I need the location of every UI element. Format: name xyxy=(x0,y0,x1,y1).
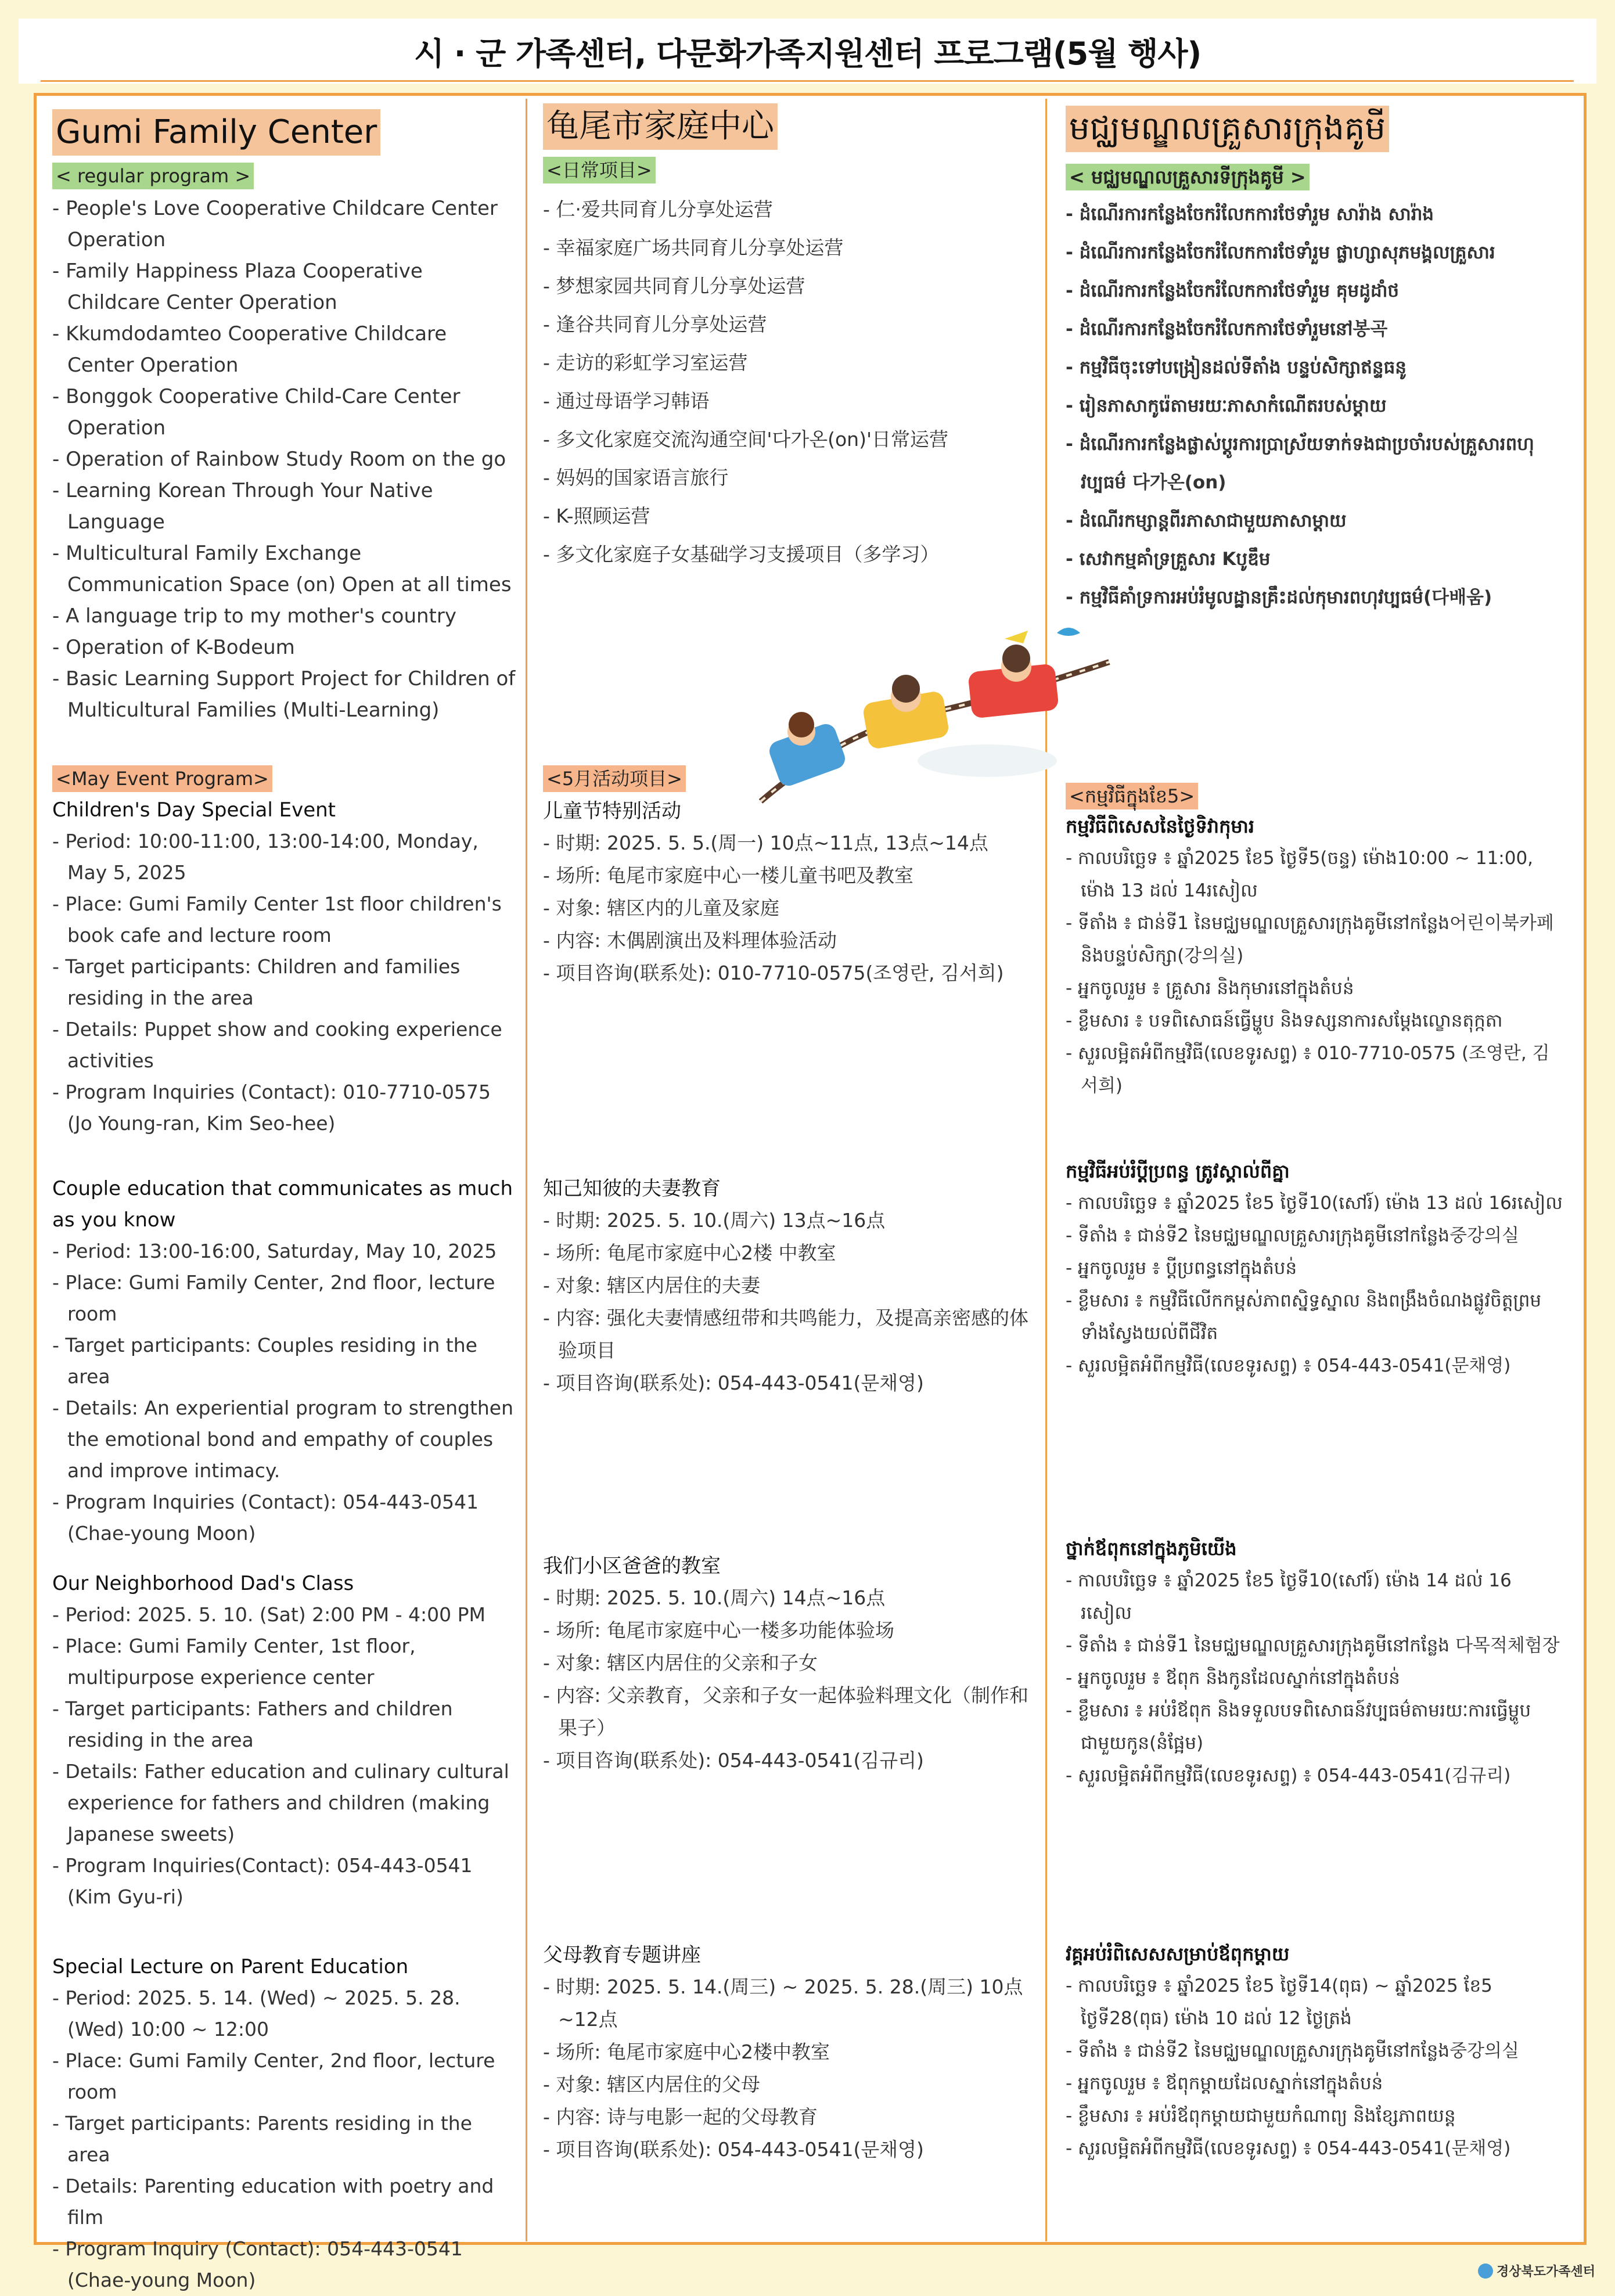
event-detail: - Program Inquiries (Contact): 054-443-0541 (Chae-young Moon) xyxy=(52,1491,479,1545)
event-title: 父母教育专题讲座 xyxy=(543,1944,701,1967)
event-detail: - 项目咨询(联系处): 054-443-0541(문채영) xyxy=(543,2138,924,2161)
chinese-column xyxy=(543,99,1037,2241)
page-title: 시 · 군 가족센터, 다문화가족지원센터 프로그램(5월 행사) xyxy=(413,35,1202,72)
event-detail: - អ្នកចូលរួម ៖ ឪពុកម្ដាយដែលស្នាក់នៅក្នុងតំបន់ xyxy=(1066,2073,1383,2094)
center-name-cn: 龟尾市家庭中心 xyxy=(543,103,778,150)
event-detail: - កាលបរិច្ឆេទ ៖ ឆ្នាំ2025 ខែ5 ថ្ងៃទី10(សៅរ៍) ម៉ោង 13 ដល់ 16រសៀល xyxy=(1066,1193,1563,1214)
event-detail: - សួរលម្អិតអំពីកម្មវិធី(លេខទូរសព្ទ) ៖ 010-7710-0575 (조영란, 김서희) xyxy=(1066,1043,1550,1096)
event-detail: - សួរលម្អិតអំពីកម្មវិធី(លេខទូរសព្ទ) ៖ 054-443-0541(문채영) xyxy=(1066,1355,1511,1376)
event-detail: - Place: Gumi Family Center, 2nd floor, lecture room xyxy=(52,1271,495,1325)
list-item: - Learning Korean Through Your Native Language xyxy=(52,479,433,534)
english-column xyxy=(52,99,517,2291)
event-detail: - កាលបរិច្ឆេទ ៖ ឆ្នាំ2025 ខែ5 ថ្ងៃទី10(សៅរ៍) ម៉ោង 14 ដល់ 16 រសៀល xyxy=(1066,1570,1512,1624)
title-underline xyxy=(41,80,1574,82)
event-detail: - Period: 2025. 5. 10. (Sat) 2:00 PM - 4:00 PM xyxy=(52,1603,485,1626)
list-item: - People's Love Cooperative Childcare Center Operation xyxy=(52,197,498,251)
event-detail: - Target participants: Children and families residing in the area xyxy=(52,955,461,1009)
event-detail: - Target participants: Fathers and children residing in the area xyxy=(52,1697,453,1751)
list-item: - សេវាកម្មគាំទ្រគ្រួសារ K​បូឌឹម xyxy=(1066,549,1271,570)
event-detail: - 对象: 辖区内的儿童及家庭 xyxy=(543,897,780,919)
event-detail: - 时期: 2025. 5. 10.(周六) 13点~16点 xyxy=(543,1209,886,1232)
list-item: - ដំណើរការកន្លែងចែករំលែកការថែទាំរួម សារ៉ាង សារ៉ាង xyxy=(1066,204,1434,225)
event-title: Children's Day Special Event xyxy=(52,798,336,822)
event-title: 知己知彼的夫妻教育 xyxy=(543,1177,721,1200)
event-detail: - 内容: 木偶剧演出及料理体验活动 xyxy=(543,929,837,952)
event-childrens-day-en xyxy=(52,794,517,1139)
event-detail: - 时期: 2025. 5. 14.(周三) ~ 2025. 5. 28.(周三) 10点~12点 xyxy=(543,1975,1023,2031)
event-detail: - អ្នកចូលរួម ៖ ប្ដីប្រពន្ធនៅក្នុងតំបន់ xyxy=(1066,1258,1297,1279)
event-detail: - ទីតាំង ៖ ជាន់ទី2 នៃមជ្ឈមណ្ឌលគ្រួសារក្រុងគូមីនៅកន្លែង중강의실 xyxy=(1066,1225,1519,1246)
event-childrens-day-cn xyxy=(543,796,1004,989)
event-detail: - Period: 10:00-11:00, 13:00-14:00, Monday, May 5, 2025 xyxy=(52,830,479,884)
event-detail: - 对象: 辖区内居住的夫妻 xyxy=(543,1274,761,1297)
event-title: 儿童节特别活动 xyxy=(543,800,681,823)
logo xyxy=(1478,2262,1595,2280)
event-detail: - Details: Puppet show and cooking experience activities xyxy=(52,1018,502,1072)
list-item: - 逢谷共同育儿分享处运营 xyxy=(543,313,767,336)
event-title: 我们小区爸爸的教室 xyxy=(543,1554,721,1578)
event-detail: - ខ្លឹមសារ ៖ អប់រំឪពុក និងទទួលបទពិសោធន៍វប្បធម៌តាមរយៈការធ្វើម្ហូបជាមួយកូន(នំផ្អែម) xyxy=(1066,1700,1531,1754)
yellow-cart xyxy=(862,675,950,750)
column-divider-1 xyxy=(526,99,527,2241)
list-item: - ដំណើរការកន្លែងចែករំលែកការថែទាំរួម ផ្លាហ្សាសុភមង្គលគ្រួសារ xyxy=(1066,242,1495,263)
event-detail: - ទីតាំង ៖ ជាន់ទី1 នៃមជ្ឈមណ្ឌលគ្រួសារក្រុងគូមីនៅកន្លែង 다목적체험장 xyxy=(1066,1635,1560,1656)
event-couple-education-km xyxy=(1066,1156,1565,1382)
event-detail: - 场所: 龟尾市家庭中心2楼 中教室 xyxy=(543,1241,836,1264)
event-detail: - Place: Gumi Family Center, 2nd floor, lecture room xyxy=(52,2049,495,2103)
event-detail: - 项目咨询(联系处): 054-443-0541(김규리) xyxy=(543,1749,924,1772)
event-detail: - Program Inquiry (Contact): 054-443-0541 (Chae-young Moon) xyxy=(52,2237,463,2291)
list-item: - 通过母语学习韩语 xyxy=(543,390,710,412)
event-detail: - Details: Father education and culinary cultural experience for fathers and children (making Japanese sweets) xyxy=(52,1760,509,1845)
event-detail: - Target participants: Parents residing in the area xyxy=(52,2112,472,2166)
list-item: - Basic Learning Support Project for Children of Multicultural Families (Multi-Learning) xyxy=(52,667,516,722)
event-detail: - Place: Gumi Family Center 1st floor children's book cafe and lecture room xyxy=(52,893,502,947)
event-detail: - ខ្លឹមសារ ៖ កម្មវិធីលើកកម្ពស់ភាពស្និទ្ធស្នាល និងពង្រឹងចំណងផ្លូវចិត្តព្រមទាំងស្វែងយល់ពីជីវិត xyxy=(1066,1290,1542,1344)
event-detail: - ទីតាំង ៖ ជាន់ទី1 នៃមជ្ឈមណ្ឌលគ្រួសារក្រុងគូមីនៅកន្លែង어린이북카페 និងបន្ទប់សិក្សា(강의실) xyxy=(1066,913,1554,966)
event-couple-education-cn xyxy=(543,1173,1037,1399)
event-detail: - 场所: 龟尾市家庭中心一楼儿童书吧及教室 xyxy=(543,864,914,887)
list-item: - Bonggok Cooperative Child-Care Center Operation xyxy=(52,385,461,440)
logo-text: 경상북도가족센터 xyxy=(1497,2265,1596,2279)
list-item: - ដំណើរកម្សាន្តពីរភាសាជាមួយភាសាម្ដាយ xyxy=(1066,510,1347,531)
regular-program-tag-km: < មជ្ឈមណ្ឌលគ្រួសារទីក្រុងគូមី > xyxy=(1066,164,1310,190)
regular-program-tag-en: < regular program > xyxy=(52,163,254,189)
event-detail: - 对象: 辖区内居住的父母 xyxy=(543,2073,761,2096)
event-detail: - Period: 13:00-16:00, Saturday, May 10, 2025 xyxy=(52,1240,497,1262)
event-detail: - 时期: 2025. 5. 5.(周一) 10点~11点, 13点~14点 xyxy=(543,832,988,854)
may-program-tag-cn: <5月活动项目> xyxy=(543,765,686,792)
logo-icon xyxy=(1478,2263,1493,2279)
event-detail: - 内容: 诗与电影一起的父母教育 xyxy=(543,2106,818,2128)
title-bar xyxy=(19,19,1596,84)
event-dads-class-km xyxy=(1066,1533,1565,1792)
list-item: - K-照顾运营 xyxy=(543,505,650,527)
list-item: - A language trip to my mother's country xyxy=(52,604,456,628)
event-detail: - 对象: 辖区内居住的父亲和子女 xyxy=(543,1651,818,1674)
event-detail: - Program Inquiries(Contact): 054-443-0541 (Kim Gyu-ri) xyxy=(52,1854,473,1908)
event-detail: - ខ្លឹមសារ ៖ អប់រំឪពុកម្ដាយជាមួយកំណាព្យ និងខ្សែភាពយន្ត xyxy=(1066,2106,1456,2126)
event-detail: - សួរលម្អិតអំពីកម្មវិធី(លេខទូរសព្ទ) ៖ 054-443-0541(문채영) xyxy=(1066,2138,1511,2159)
list-item: - ដំណើរការកន្លែងចែករំលែកការថែទាំរួមនៅ봉곡 xyxy=(1066,319,1388,340)
center-name-en: Gumi Family Center xyxy=(52,109,380,156)
event-detail: - Details: Parenting education with poetry and film xyxy=(52,2175,494,2229)
list-item: - 幸福家庭广场共同育儿分享处运营 xyxy=(543,236,844,259)
event-detail: - 项目咨询(联系处): 010-7710-0575(조영란, 김서희) xyxy=(543,962,1004,984)
event-detail: - 时期: 2025. 5. 10.(周六) 14点~16点 xyxy=(543,1586,886,1609)
event-detail: - 项目咨询(联系处): 054-443-0541(문채영) xyxy=(543,1372,924,1394)
regular-program-list-cn xyxy=(543,190,948,574)
event-detail: - Program Inquiries (Contact): 010-7710-0575 (Jo Young-ran, Kim Seo-hee) xyxy=(52,1081,491,1135)
list-item: - Operation of K-Bodeum xyxy=(52,636,295,659)
may-program-tag-km: <កម្មវិធីក្នុងខែ5> xyxy=(1066,783,1198,809)
list-item: - ដំណើរការកន្លែងចែករំលែកការថែទាំរួម គុមដូដាំថ xyxy=(1066,280,1400,301)
event-title: ថ្នាក់ឪពុកនៅក្នុងភូមិយើង xyxy=(1066,1538,1237,1560)
bird-icon xyxy=(1057,628,1080,636)
list-item: - កម្មវិធីចុះទៅបង្រៀនដល់ទីតាំង បន្ទប់សិក្សាឥន្ទធនូ xyxy=(1066,357,1407,378)
event-dads-class-en xyxy=(52,1568,517,1913)
roller-coaster-illustration xyxy=(749,616,1121,807)
event-dads-class-cn xyxy=(543,1550,1037,1777)
event-detail: - ទីតាំង ៖ ជាន់ទី2 នៃមជ្ឈមណ្ឌលគ្រួសារក្រុងគូមីនៅកន្លែង중강의실 xyxy=(1066,2041,1519,2061)
event-title: Special Lecture on Parent Education xyxy=(52,1955,409,1978)
list-item: - 多文化家庭交流沟通空间'다가온(on)'日常运营 xyxy=(543,428,949,451)
blue-cart xyxy=(767,712,848,789)
event-detail: - កាលបរិច្ឆេទ ៖ ឆ្នាំ2025 ខែ5 ថ្ងៃទី14(ពុធ) ~ ឆ្នាំ2025 ខែ5 ថ្ងៃទី28(ពុធ) ម៉ោង 10 ដល់ 12 ថ្ងៃត្រង់ xyxy=(1066,1975,1492,2029)
khmer-column xyxy=(1066,99,1565,2241)
event-title: កម្មវិធីអប់រំប្ដីប្រពន្ធ ត្រូវស្គាល់ពីគ្នា xyxy=(1066,1160,1290,1182)
center-name-km: មជ្ឈមណ្ឌលគ្រួសារក្រុងគូមី xyxy=(1066,106,1389,152)
regular-program-list-en xyxy=(52,193,517,726)
event-couple-education-en xyxy=(52,1173,517,1549)
list-item: - Kkumdodamteo Cooperative Childcare Center Operation xyxy=(52,322,447,377)
list-item: - កម្មវិធីគាំទ្រការអប់រំមូលដ្ឋានគ្រឹះដល់កុមារពហុវប្បធម៌(다배움) xyxy=(1066,587,1492,608)
event-detail: - អ្នកចូលរួម ៖ គ្រួសារ និងកុមារនៅក្នុងតំបន់ xyxy=(1066,978,1354,999)
cloud-shape xyxy=(918,744,1057,777)
regular-program-list-km xyxy=(1066,195,1565,617)
list-item: - 梦想家园共同育儿分享处运营 xyxy=(543,275,805,297)
event-detail: - Target participants: Couples residing in the area xyxy=(52,1334,477,1388)
may-program-tag-en: <May Event Program> xyxy=(52,765,272,792)
event-detail: - Place: Gumi Family Center, 1st floor, multipurpose experience center xyxy=(52,1635,416,1689)
event-detail: - ខ្លឹមសារ ៖ បទពិសោធន៍ធ្វើម្ហូប និងទស្សនាការសម្តែងល្ខោនតុក្កតា xyxy=(1066,1010,1503,1031)
list-item: - 仁·爱共同育儿分享处运营 xyxy=(543,198,773,221)
column-divider-2 xyxy=(1045,99,1047,2241)
list-item: - Multicultural Family Exchange Communication Space (on) Open at all times xyxy=(52,542,512,596)
event-parent-lecture-en xyxy=(52,1951,517,2296)
event-title: កម្មវិធីពិសេសនៃថ្ងៃទិវាកុមារ xyxy=(1066,815,1254,837)
flag-icon xyxy=(1005,631,1028,643)
event-detail: - 场所: 龟尾市家庭中心2楼中教室 xyxy=(543,2041,830,2063)
event-title: Our Neighborhood Dad's Class xyxy=(52,1572,354,1595)
list-item: - 妈妈的国家语言旅行 xyxy=(543,466,729,489)
event-detail: - 内容: 父亲教育，父亲和子女一起体验料理文化（制作和果子） xyxy=(543,1684,1029,1739)
event-parent-lecture-km xyxy=(1066,1938,1565,2165)
event-parent-lecture-cn xyxy=(543,1939,1037,2166)
event-detail: - 内容: 强化夫妻情感纽带和共鸣能力，及提高亲密感的体验项目 xyxy=(543,1307,1029,1362)
regular-program-tag-cn: <日常项目> xyxy=(543,157,656,183)
list-item: - ដំណើរការកន្លែងផ្លាស់ប្ដូរការប្រាស្រ័យទាក់ទងជាប្រចាំរបស់គ្រួសារពហុវប្បធម៌ 다가온(on) xyxy=(1066,434,1534,493)
event-detail: - 场所: 龟尾市家庭中心一楼多功能体验场 xyxy=(543,1619,895,1642)
list-item: - រៀនភាសាកូរ៉េតាមរយៈភាសាកំណើតរបស់ម្ដាយ xyxy=(1066,395,1387,416)
event-detail: - អ្នកចូលរួម ៖ ឪពុក និងកូនដែលស្នាក់នៅក្នុងតំបន់ xyxy=(1066,1668,1400,1689)
list-item: - 走访的彩虹学习室运营 xyxy=(543,351,748,374)
event-title: វគ្គអប់រំពិសេសសម្រាប់ឪពុកម្ដាយ xyxy=(1066,1943,1290,1965)
event-childrens-day-km xyxy=(1066,811,1565,1102)
event-detail: - Details: An experiential program to strengthen the emotional bond and empathy of couples and improve intimacy. xyxy=(52,1397,514,1482)
red-cart xyxy=(967,645,1059,719)
list-item: - Family Happiness Plaza Cooperative Childcare Center Operation xyxy=(52,260,423,314)
event-detail: - សួរលម្អិតអំពីកម្មវិធី(លេខទូរសព្ទ) ៖ 054-443-0541(김규리) xyxy=(1066,1765,1511,1786)
list-item: - 多文化家庭子女基础学习支援项目（多学习） xyxy=(543,543,940,566)
event-detail: - Period: 2025. 5. 14. (Wed) ~ 2025. 5. 28. (Wed) 10:00 ~ 12:00 xyxy=(52,1986,461,2041)
event-title: Couple education that communicates as much as you know xyxy=(52,1177,513,1232)
event-detail: - កាលបរិច្ឆេទ ៖ ឆ្នាំ2025 ខែ5 ថ្ងៃទី5(ចន្ទ) ម៉ោង10:00 ~ 11:00, ម៉ោង 13 ដល់ 14រសៀល xyxy=(1066,848,1534,901)
list-item: - Operation of Rainbow Study Room on the go xyxy=(52,448,506,471)
